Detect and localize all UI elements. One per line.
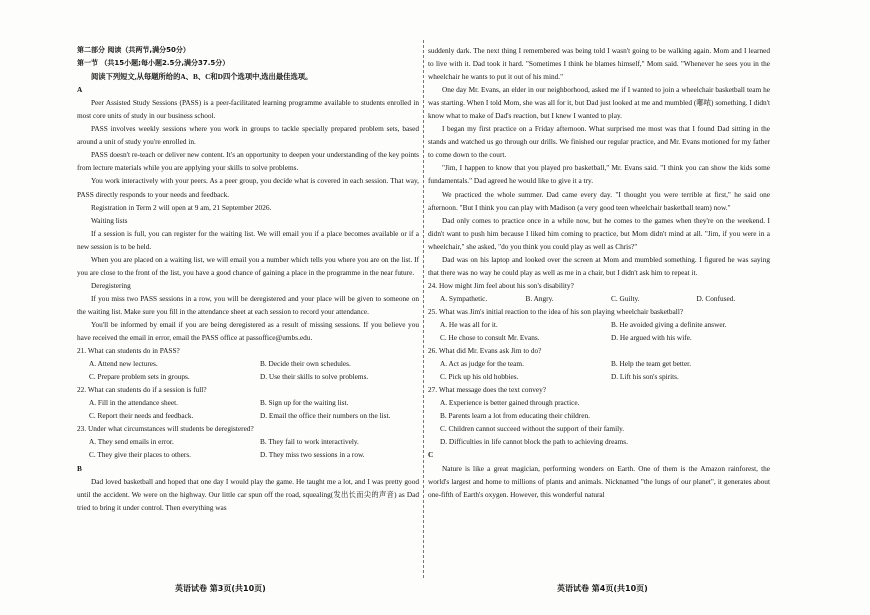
question-21-options: [77, 357, 419, 383]
question-27-options: [428, 396, 770, 448]
passage-a-paragraph: When you are placed on a waiting list, we will email you a number which tells you where you are on the list. If you are close to the front of the list, you have a good chance of gaining a place in the programme in the near future.: [77, 254, 419, 277]
option: D. Email the office their numbers on the list.: [260, 411, 391, 421]
question-27: 27. What message does the text convey?: [428, 385, 546, 395]
option: D. He argued with his wife.: [611, 333, 692, 343]
option: B. Help the team get better.: [611, 359, 692, 369]
question-22-options: [77, 396, 419, 422]
question-25-options: [428, 318, 770, 344]
question-24-options: [428, 292, 770, 305]
option: A. Experience is better gained through practice.: [440, 398, 580, 408]
option: D. They miss two sessions in a row.: [260, 450, 365, 460]
instruction: 阅读下列短文,从每题所给的A、B、C和D四个选项中,选出最佳选项。: [91, 72, 313, 82]
option: D. Use their skills to solve problems.: [260, 372, 369, 382]
passage-a-paragraph: You'll be informed by email if you are being deregistered as a result of missing sessions. If you believe you have received the email in error, email the PASS office at passoffice@umbs.edu.: [77, 319, 419, 343]
option: B. Angry.: [525, 293, 554, 303]
question-23: 23. Under what circumstances will students be deregistered?: [77, 424, 254, 434]
option: A. Attend new lectures.: [89, 359, 158, 369]
column-divider: [423, 40, 424, 578]
option: B. Decide their own schedules.: [260, 359, 351, 369]
question-26-options: [428, 357, 770, 383]
question-21: 21. What can students do in PASS?: [77, 346, 180, 356]
passage-c-paragraph: Nature is like a great magician, performing wonders on Earth. One of them is the Amazon rainforest, the world's largest and home to millions of plants and animals. Nicknamed "the lungs of our planet", it generates about one-fifth of Earth's oxygen. However, this wonderful natural: [428, 463, 770, 499]
option: A. They send emails in error.: [89, 437, 174, 447]
left-column: [77, 44, 419, 514]
option: C. Pick up his old hobbies.: [440, 372, 519, 382]
option: A. Sympathetic.: [440, 293, 488, 303]
passage-a-paragraph: You work interactively with your peers. As a peer group, you decide what is covered in each session. That way, PASS directly responds to your needs and feedback.: [77, 176, 419, 199]
option: C. Guilty.: [611, 293, 640, 303]
option: B. They fail to work interactively.: [260, 437, 359, 447]
part-title: 第二部分 阅读（共两节,满分50分）: [77, 46, 190, 54]
option: B. Sign up for the waiting list.: [260, 398, 349, 408]
passage-b-paragraph: Dad was on his laptop and looked over the screen at Mom and mumbled something. I figured he was saying that there was no way he could play as well as me in a chair, but I didn't ask him to repeat it.: [428, 254, 770, 277]
option: C. Prepare problem sets in groups.: [89, 372, 190, 382]
passage-a-paragraph: PASS doesn't re-teach or deliver new content. It's an opportunity to deepen your understanding of the key points from lecture materials while you are applying your skills to solve problems.: [77, 150, 419, 173]
section-title: 第一节 （共15小题;每小题2.5分,满分37.5分）: [77, 59, 230, 68]
passage-a-letter: A: [77, 85, 83, 95]
passage-b-paragraph: Dad loved basketball and hoped that one day I would play the game. He taught me a lot, and I was pretty good until the accident. We were on the highway. Our little car spun off the road, squealing(发出长而尖的声音) as Dad tried to bring it under control. Then everything was: [77, 476, 419, 512]
waiting-lists-heading: Waiting lists: [91, 215, 128, 225]
option: B. He avoided giving a definite answer.: [611, 319, 727, 329]
deregistering-heading: Deregistering: [91, 280, 131, 290]
passage-b-paragraph: Dad only comes to practice once in a while now, but he comes to the games when they're on the weekend. I didn't want to push him because I liked him coming to practice, but Mom didn't mind at all. "Jim, if you were in a wheelchair," she asked, "do you think you could play as well as Chris?": [428, 215, 770, 251]
question-26: 26. What did Mr. Evans ask Jim to do?: [428, 346, 542, 356]
option: C. Children cannot succeed without the support of their family.: [440, 424, 625, 434]
passage-a-paragraph: PASS involves weekly sessions where you work in groups to tackle specially prepared problem sets, based around a unit of study you're enrolled in.: [77, 124, 419, 147]
passage-a-paragraph: Peer Assisted Study Sessions (PASS) is a peer-facilitated learning programme available to students enrolled in most core units of study in our business school.: [77, 98, 419, 121]
option: B. Parents learn a lot from educating their children.: [440, 411, 590, 421]
question-25: 25. What was Jim's initial reaction to the idea of his son playing wheelchair basketball?: [428, 306, 684, 316]
question-22: 22. What can students do if a session is full?: [77, 385, 207, 395]
option: C. Report their needs and feedback.: [89, 411, 194, 421]
passage-b-paragraph: We practiced the whole summer. Dad came every day. "I thought you were terrible at first," he said one afternoon. "But I think you can play with Madison (a very good teen wheelchair basketball team) now.": [428, 189, 770, 212]
passage-b-paragraph: suddenly dark. The next thing I remembered was being told I wasn't going to be walking again. Mom and I learned to live with it. Dad took it hard. "Sometimes I think he blames himself," Mom said. "Whenever he sees you in the wheelchair he wants to put it out of his mind.": [428, 46, 770, 82]
option: D. Difficulties in life cannot block the path to achieving dreams.: [440, 437, 628, 447]
passage-b-paragraph: I began my first practice on a Friday afternoon. What surprised me most was that I found Dad sitting in the stands and watched us go through our drills. We finished our regular practice, and Mr. Evans motioned for my father to come down to the court.: [428, 124, 770, 160]
question-23-options: [77, 435, 419, 461]
option: D. Lift his son's spirits.: [611, 372, 679, 382]
option: D. Confused.: [696, 293, 736, 303]
option: A. Act as judge for the team.: [440, 359, 524, 369]
option: A. He was all for it.: [440, 319, 498, 329]
passage-c-letter: C: [428, 450, 434, 460]
passage-a-paragraph: If you miss two PASS sessions in a row, you will be deregistered and your place will be given to someone on the waiting list. Make sure you fill in the attendance sheet at each session to record your attendance.: [77, 293, 419, 316]
passage-a-paragraph: Registration in Term 2 will open at 9 am, 21 September 2026.: [91, 202, 272, 212]
option: C. They give their places to others.: [89, 450, 191, 460]
option: C. He chose to consult Mr. Evans.: [440, 333, 540, 343]
right-column: [428, 44, 770, 501]
page-footer-right: 英语试卷 第4页(共10页): [557, 584, 648, 593]
option: A. Fill in the attendance sheet.: [89, 398, 178, 408]
passage-b-paragraph: One day Mr. Evans, an elder in our neighborhood, asked me if I wanted to join a wheelchair basketball team he was starting. When I told Mom, she was all for it, but Dad just looked at me and mumbled (嘟哝) something. I didn't know what to make of Dad's reaction, but I knew I wanted to play.: [428, 85, 770, 121]
passage-b-paragraph: "Jim, I happen to know that you played pro basketball," Mr. Evans said. "I think you can show the kids some fundamentals." Dad agreed he would like to give it a try.: [428, 163, 770, 186]
page-footer-left: 英语试卷 第3页(共10页): [175, 584, 266, 593]
question-24: 24. How might Jim feel about his son's disability?: [428, 280, 574, 290]
passage-a-paragraph: If a session is full, you can register for the waiting list. We will email you if a place becomes available or if a new session is to be held.: [77, 228, 419, 251]
passage-b-letter: B: [77, 463, 82, 473]
